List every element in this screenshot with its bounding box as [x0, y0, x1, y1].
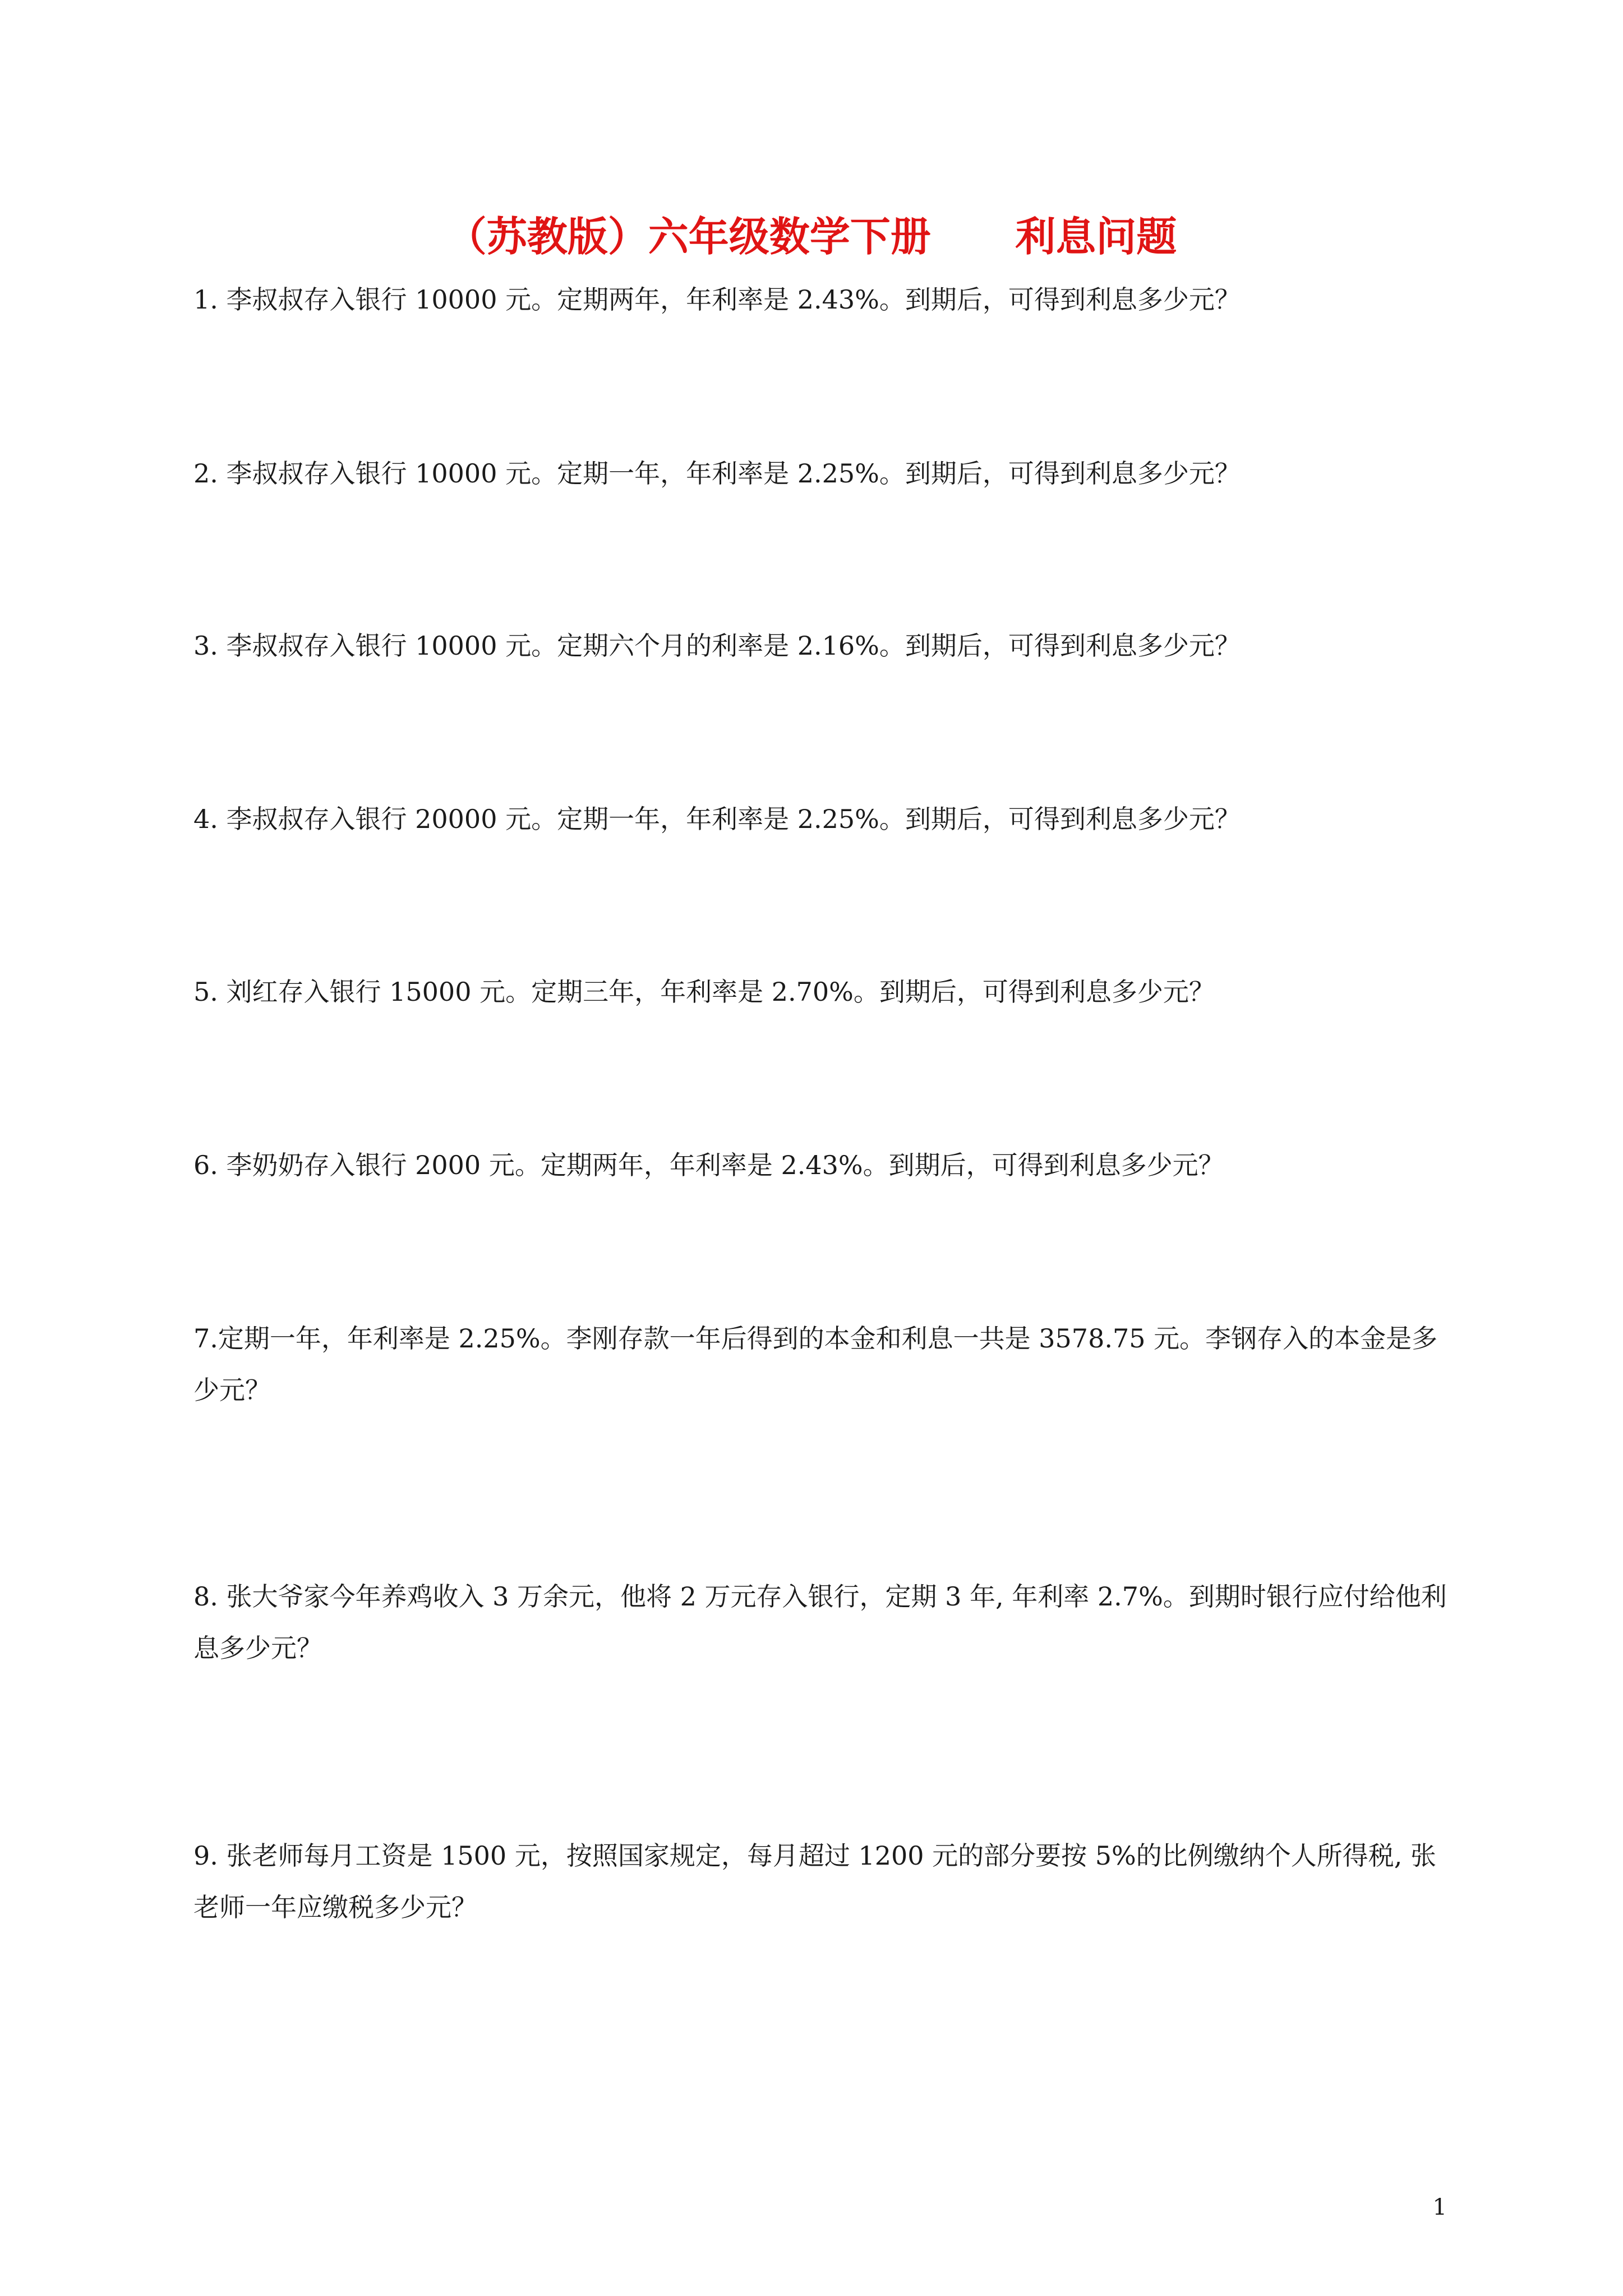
document-title: （苏教版）六年级数学下册 利息问题 — [446, 213, 1177, 260]
question-7: 7.定期一年，年利率是 2.25%。李刚存款一年后得到的本金和利息一共是 3578.75 元。李钢存入的本金是多少元？ — [193, 1323, 1438, 1405]
question-8: 8. 张大爷家今年养鸡收入 3 万余元，他将 2 万元存入银行，定期 3 年, 年利率 2.7%。到期时银行应付给他利息多少元？ — [193, 1581, 1447, 1663]
question-6: 6. 李奶奶存入银行 2000 元。定期两年，年利率是 2.43%。到期后，可得到利息多少元？ — [193, 1150, 1224, 1180]
question-1: 1. 李叔叔存入银行 10000 元。定期两年，年利率是 2.43%。到期后，可得到利息多少元？ — [193, 284, 1241, 315]
question-9: 9. 张老师每月工资是 1500 元，按照国家规定，每月超过 1200 元的部分要按 5%的比例缴纳个人所得税, 张老师一年应缴税多少元？ — [193, 1841, 1436, 1922]
question-4: 4. 李叔叔存入银行 20000 元。定期一年，年利率是 2.25%。到期后，可得到利息多少元？ — [193, 804, 1241, 834]
question-2: 2. 李叔叔存入银行 10000 元。定期一年，年利率是 2.25%。到期后，可得到利息多少元？ — [193, 458, 1241, 489]
question-3: 3. 李叔叔存入银行 10000 元。定期六个月的利率是 2.16%。到期后，可得到利息多少元？ — [193, 631, 1241, 661]
page-number: 1 — [1432, 2194, 1447, 2220]
question-5: 5. 刘红存入银行 15000 元。定期三年，年利率是 2.70%。到期后，可得到利息多少元？ — [193, 977, 1215, 1007]
